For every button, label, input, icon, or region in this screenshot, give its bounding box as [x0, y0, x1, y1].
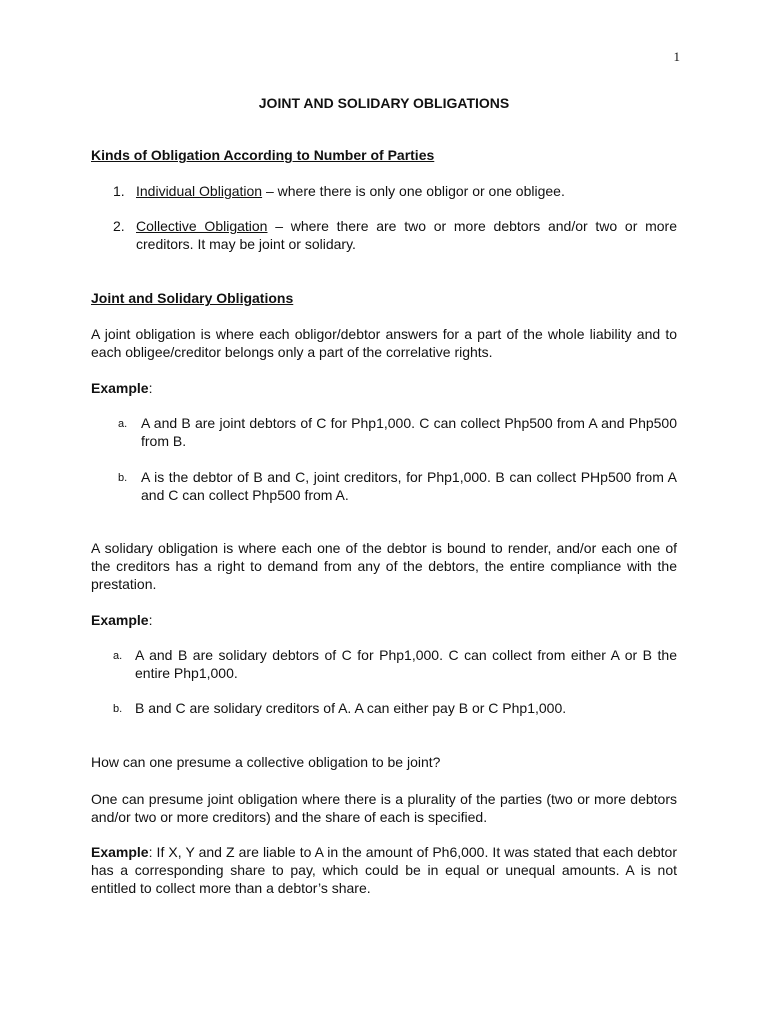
presumption-answer: One can presume joint obligation where there is a plurality of the parties (two or more debtors and/or two or more creditors) and the share of each is specified.	[91, 791, 677, 825]
list-marker: a.	[113, 650, 123, 662]
section-heading-joint-solidary: Joint and Solidary Obligations	[91, 290, 294, 306]
list-marker: b.	[113, 703, 123, 715]
list-item-body	[136, 182, 677, 200]
example-label: Example	[91, 844, 149, 860]
example-text: : If X, Y and Z are liable to A in the amount of Ph6,000. It was stated that each debtor has a corresponding share to pay, which could be in equal or unequal amounts. A is not entitled to collect more than a debtor’s share.	[91, 844, 677, 896]
list-marker: 2.	[113, 218, 125, 234]
list-item-collective-obligation	[91, 217, 677, 253]
list-item-body: A is the debtor of B and C, joint creditors, for Php1,000. B can collect PHp500 from A and C can collect Php500 from A.	[141, 469, 677, 503]
list-marker: b.	[118, 472, 128, 484]
document-title: JOINT AND SOLIDARY OBLIGATIONS	[258, 95, 510, 111]
joint-example-a	[91, 414, 677, 450]
example-paragraph	[91, 843, 677, 897]
list-item-body: A and B are joint debtors of C for Php1,000. C can collect Php500 from A and Php500 from B.	[141, 415, 677, 449]
solidary-example-b	[91, 699, 677, 717]
list-marker: 1.	[113, 183, 125, 199]
joint-example-b	[91, 468, 677, 504]
joint-definition-paragraph: A joint obligation is where each obligor/debtor answers for a part of the whole liability and to each obligee/creditor belongs only a part of the correlative rights.	[91, 326, 677, 360]
definition-text: – where there are two or more debtors and/or two or more creditors. It may be joint or solidary.	[136, 218, 677, 252]
term-collective-obligation: Collective Obligation	[136, 218, 268, 234]
list-item-body: A and B are solidary debtors of C for Php1,000. C can collect from either A or B the entire Php1,000.	[135, 647, 677, 681]
presumption-question: How can one presume a collective obligation to be joint?	[91, 754, 441, 770]
example-label: Example:	[91, 380, 153, 396]
solidary-definition-paragraph: A solidary obligation is where each one of the debtor is bound to render, and/or each one of the creditors has a right to demand from any of the debtors, the entire compliance with the prestation.	[91, 540, 677, 592]
solidary-example-a	[91, 646, 677, 682]
example-label: Example:	[91, 612, 153, 628]
term-individual-obligation: Individual Obligation	[136, 183, 263, 199]
page-number: 1	[673, 49, 680, 64]
list-item-body	[136, 217, 677, 253]
list-marker: a.	[118, 418, 128, 430]
section-heading-kinds: Kinds of Obligation According to Number of Parties	[91, 147, 435, 163]
definition-text: – where there is only one obligor or one obligee.	[262, 183, 565, 199]
list-item-body: B and C are solidary creditors of A. A can either pay B or C Php1,000.	[135, 700, 567, 716]
list-item-individual-obligation	[91, 182, 677, 200]
